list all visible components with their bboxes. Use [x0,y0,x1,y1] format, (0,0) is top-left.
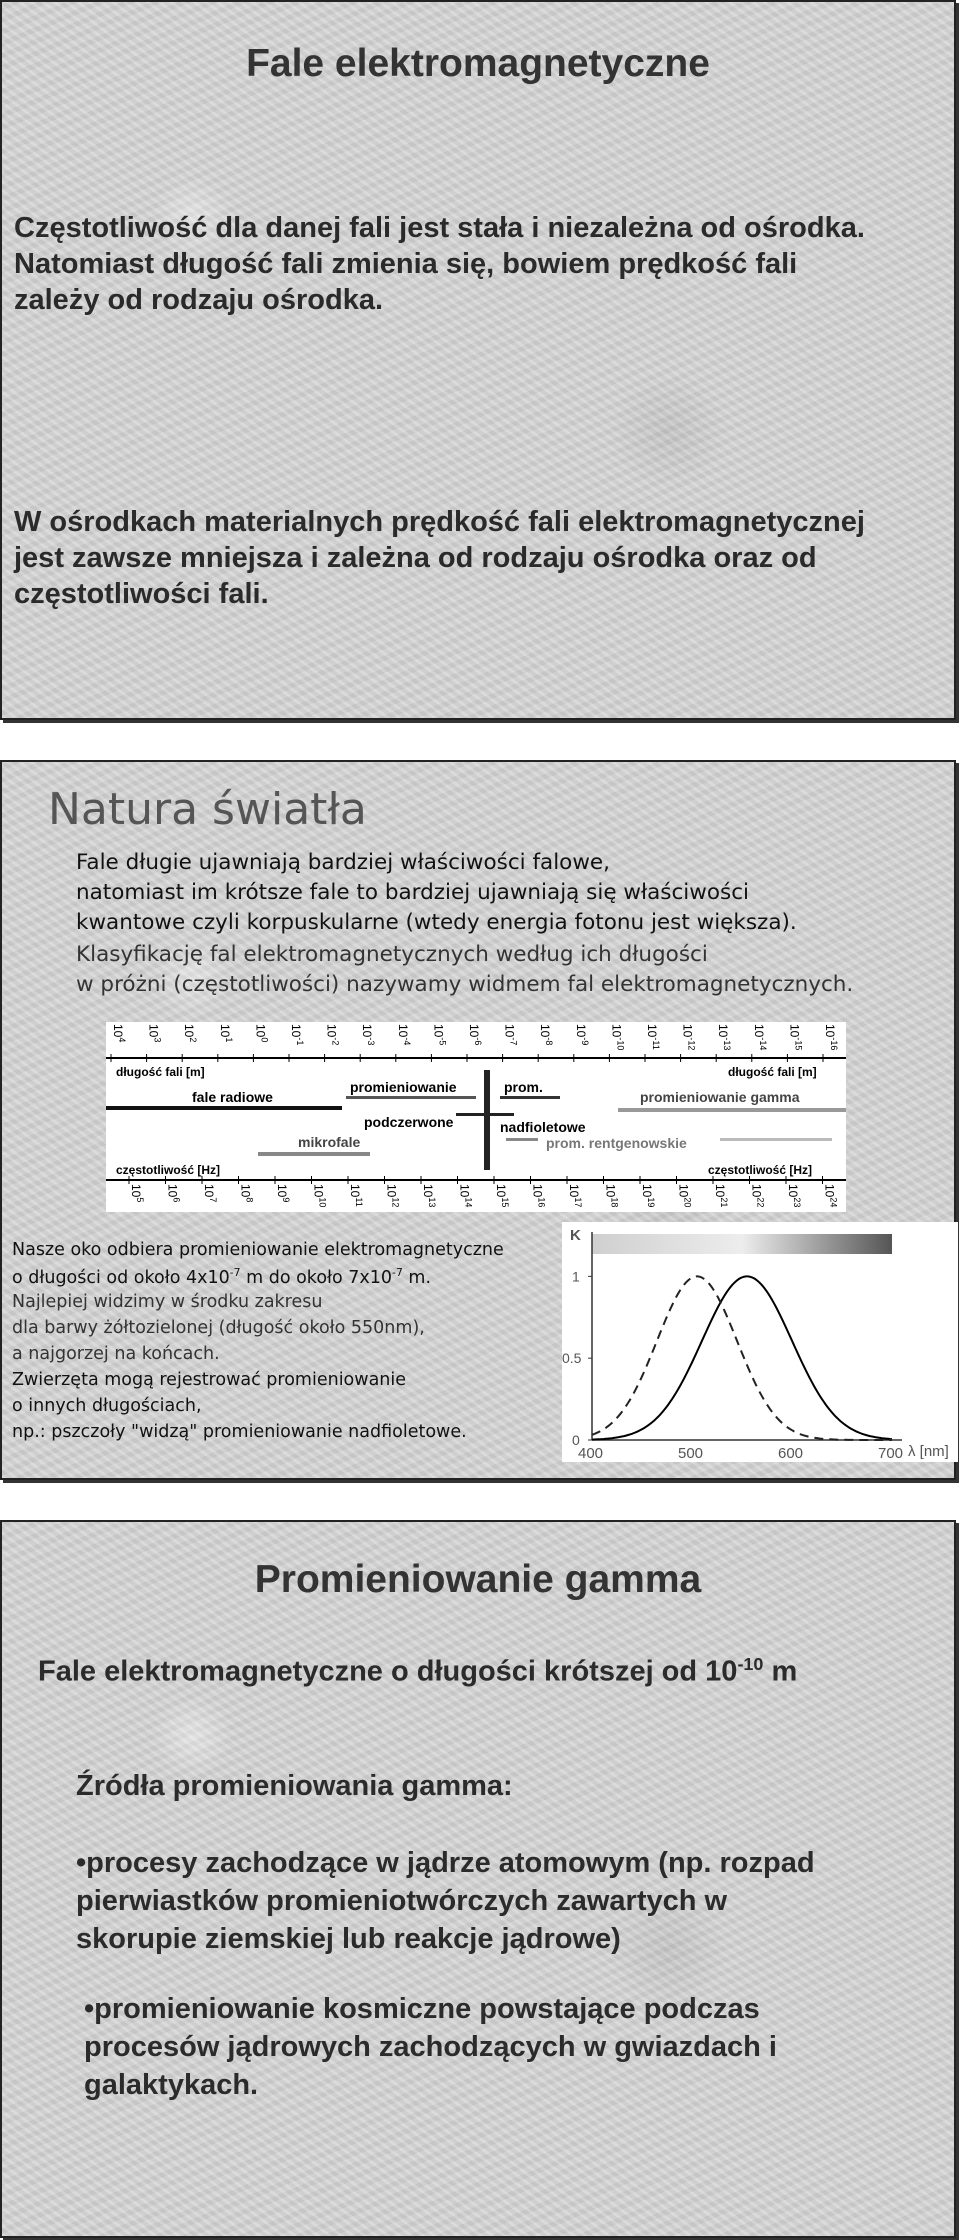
wavelength-tick-4: $10^0$ [253,1024,270,1043]
frequency-tick-0: $10^5$ [129,1184,145,1203]
frequency-tick-17: $10^{22}$ [749,1184,766,1208]
chart-x-tick-700: 700 [878,1445,904,1462]
band-microwave-bar [258,1152,370,1156]
visible-light-marker [484,1070,490,1170]
frequency-tick-3: $10^8$ [238,1184,255,1203]
chart-x-tick-400: 400 [578,1445,604,1462]
wavelength-tick-19: $10^{-15}$ [787,1024,804,1051]
frequency-tick-8: $10^{13}$ [421,1184,437,1208]
wavelength-tick-8: $10^{-4}$ [395,1024,412,1046]
wavelength-tick-17: $10^{-13}$ [716,1024,733,1051]
eye-sensitivity-chart [562,1222,958,1462]
band-gamma-bar [618,1108,846,1112]
eye-text-line-4: dla barwy żółtozielonej (długość około 550nm), [12,1318,425,1338]
band-radio-bar [106,1106,342,1110]
slide2-line-5: w próżni (częstotliwości) nazywamy widmem fal elektromagnetycznych. [76,972,854,997]
eye-line2-exponent-1: -7 [229,1266,241,1279]
wavelength-tick-6: $10^{-2}$ [324,1024,341,1046]
slide3-bullet1-line-1: •procesy zachodzące w jądrze atomowym (np. rozpad [76,1847,815,1879]
slide3-sources-heading: Źródła promieniowania gamma: [76,1770,513,1802]
band-xray-label: prom. rentgenowskie [546,1135,687,1151]
band-radio-label: fale radiowe [192,1089,273,1105]
wavelength-tick-12: $10^{-8}$ [538,1024,555,1046]
eye-line2-part-c: m. [402,1267,432,1288]
eye-text-line-6: Zwierzęta mogą rejestrować promieniowanie [12,1370,407,1390]
slide2-line-4: Klasyfikację fal elektromagnetycznych według ich długości [76,942,708,967]
slide-promieniowanie-gamma [0,1520,956,2238]
chart-y-tick-0: 0 [572,1432,580,1448]
wavelength-label-left: długość fali [m] [116,1065,205,1079]
wavelength-tick-16: $10^{-12}$ [680,1024,697,1051]
eye-text-line-1: Nasze oko odbiera promieniowanie elektromagnetyczne [12,1240,504,1260]
frequency-label-right: częstotliwość [Hz] [708,1163,813,1177]
wavelength-tick-7: $10^{-3}$ [360,1024,377,1046]
chart-x-tick-500: 500 [678,1445,704,1462]
spectrum-background [106,1022,846,1212]
frequency-tick-1: $10^6$ [165,1184,182,1203]
slide3-subtitle [38,1654,797,1689]
frequency-tick-10: $10^{15}$ [494,1184,510,1208]
eye-line2-part-a: o długości od około 4x10 [12,1267,230,1288]
chart-y-tick-1: 1 [572,1268,580,1285]
visible-light-crossbar [456,1113,514,1116]
frequency-tick-19: $10^{24}$ [822,1184,839,1208]
band-gamma-label: promieniowanie gamma [640,1089,800,1105]
slide2-title: Natura światła [48,784,367,835]
eye-text-line-3: Najlepiej widzimy w środku zakresu [12,1292,323,1312]
wavelength-tick-13: $10^{-9}$ [573,1024,590,1046]
wavelength-tick-2: $10^2$ [182,1024,199,1043]
band-uv-bar [500,1096,560,1099]
chart-background [562,1222,958,1462]
eye-text-line-7: o innych długościach, [12,1396,202,1416]
eye-text-line-5: a najgorzej na końcach. [12,1344,220,1364]
slide2-line-2: natomiast im krótsze fale to bardziej ujawniają się właściwości [76,880,750,905]
wavelength-tick-5: $10^{-1}$ [289,1024,305,1046]
wavelength-tick-15: $10^{-11}$ [645,1024,661,1050]
chart-x-label: λ [nm] [908,1443,949,1460]
frequency-tick-5: $10^{10}$ [311,1184,328,1208]
slide3-subtitle-exponent: -10 [737,1654,764,1674]
slide-fale-elektromagnetyczne [0,0,956,720]
wavelength-tick-10: $10^{-6}$ [467,1024,483,1046]
frequency-tick-2: $10^7$ [202,1184,218,1203]
band-infrared-label-2: podczerwone [364,1114,454,1130]
slide3-bullet2-line-3: galaktykach. [84,2069,259,2101]
frequency-tick-14: $10^{19}$ [640,1184,656,1208]
frequency-tick-7: $10^{12}$ [384,1184,401,1208]
band-uv-label-2: nadfioletowe [500,1119,586,1135]
chart-spectrum-strip [592,1234,892,1254]
slide1-paragraph-1 [14,210,942,318]
slide1-title: Fale elektromagnetyczne [246,42,710,85]
slide1-paragraph-2 [14,504,942,612]
slide-natura-swiatla [0,760,956,1480]
chart-y-label: K [570,1227,581,1244]
slide1-para2-line-1: W ośrodkach materialnych prędkość fali elektromagnetycznej [14,506,865,538]
band-infrared-bar [346,1096,476,1099]
slide1-para1-line-1: Częstotliwość dla danej fali jest stała i niezależna od ośrodka. [14,212,865,244]
wavelength-tick-18: $10^{-14}$ [751,1024,768,1051]
slide1-para2-line-3: częstotliwości fali. [14,578,269,610]
wavelength-tick-9: $10^{-5}$ [431,1024,448,1046]
wavelength-tick-14: $10^{-10}$ [609,1024,626,1051]
slide2-line-3: kwantowe czyli korpuskularne (wtedy energia fotonu jest większa). [76,910,797,935]
frequency-tick-13: $10^{18}$ [603,1184,620,1208]
slide3-bullet-2 [84,1990,777,2104]
eye-line2-part-b: m do około 7x10 [240,1267,393,1288]
band-xray-bar-right [720,1138,832,1141]
eye-text-line-8: np.: pszczoły "widzą" promieniowanie nadfioletowe. [12,1422,467,1442]
slide1-para1-line-3: zależy od rodzaju ośrodka. [14,284,384,316]
slide3-bullet2-line-1: •promieniowanie kosmiczne powstające podczas [84,1993,760,2025]
slide3-bullet-1 [76,1844,815,1958]
chart-y-tick-0.5: 0.5 [562,1350,582,1367]
wavelength-tick-20: $10^{-16}$ [823,1024,839,1051]
frequency-tick-9: $10^{14}$ [457,1184,474,1208]
em-spectrum-diagram [106,1022,846,1212]
slide3-bullet1-line-2: pierwiastków promieniotwórczych zawartych w [76,1885,728,1917]
slide3-subtitle-unit: m [763,1655,798,1688]
slide3-subtitle-text: Fale elektromagnetyczne o długości krótszej od 10 [38,1655,738,1688]
frequency-tick-4: $10^9$ [275,1184,291,1203]
band-xray-bar-left [506,1138,538,1141]
frequency-label-left: częstotliwość [Hz] [116,1163,221,1177]
wavelength-label-right: długość fali [m] [728,1065,817,1079]
frequency-tick-12: $10^{17}$ [567,1184,583,1208]
chart-x-tick-600: 600 [778,1445,804,1462]
wavelength-tick-3: $10^1$ [217,1024,234,1043]
wavelength-tick-1: $10^3$ [146,1024,163,1043]
band-infrared-label-1: promieniowanie [350,1079,457,1095]
band-uv-label-1: prom. [504,1079,543,1095]
wavelength-tick-0: $10^4$ [111,1024,127,1043]
frequency-tick-18: $10^{23}$ [786,1184,802,1208]
slide3-bullet1-line-3: skorupie ziemskiej lub reakcje jądrowe) [76,1923,621,1955]
frequency-tick-11: $10^{16}$ [530,1184,547,1208]
wavelength-tick-11: $10^{-7}$ [502,1024,519,1046]
slide3-bullet2-line-2: procesów jądrowych zachodzących w gwiazdach i [84,2031,777,2063]
eye-text-line-2 [12,1266,431,1288]
slide3-title: Promieniowanie gamma [254,1558,702,1601]
frequency-tick-16: $10^{21}$ [713,1184,729,1208]
eye-line2-exponent-2: -7 [392,1266,403,1279]
slide1-para2-line-2: jest zawsze mniejsza i zależna od rodzaju ośrodka oraz od [14,542,817,574]
slide2-line-1: Fale długie ujawniają bardziej właściwości falowe, [76,850,610,875]
slide1-para1-line-2: Natomiast długość fali zmienia się, bowiem prędkość fali [14,248,798,280]
frequency-tick-15: $10^{20}$ [676,1184,693,1208]
band-microwave-label: mikrofale [298,1134,361,1150]
frequency-tick-6: $10^{11}$ [348,1184,364,1207]
